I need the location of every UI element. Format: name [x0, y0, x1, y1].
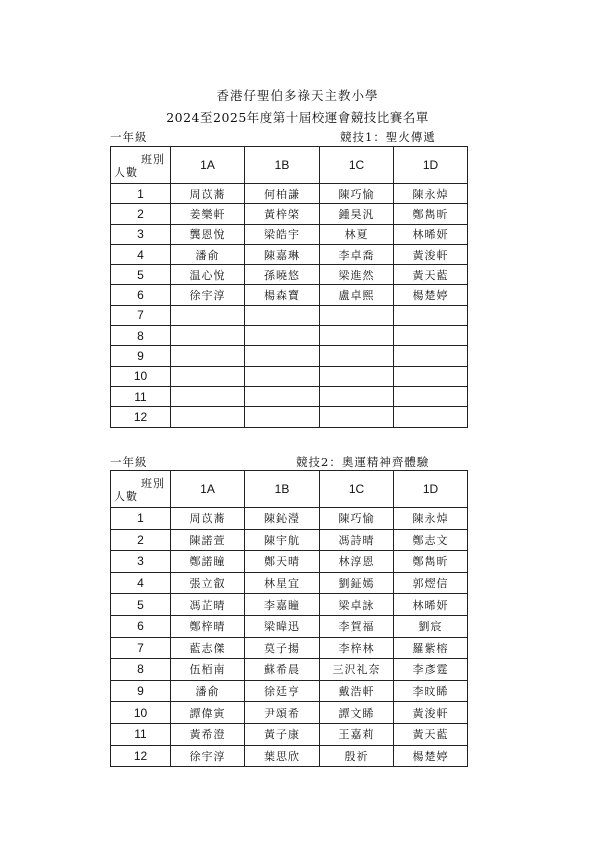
section-2-event: 競技2：奧運精神齊體驗	[296, 455, 430, 469]
student-name-cell: 鄭梓晴	[171, 615, 245, 637]
section-1-event: 競技1：聖火傳遞	[340, 130, 436, 144]
student-name-cell: 盧卓熙	[320, 285, 394, 305]
table-row	[111, 529, 468, 551]
student-name-cell	[320, 386, 394, 406]
row-number: 8	[111, 326, 171, 346]
student-name-cell	[320, 366, 394, 386]
table-row	[111, 244, 468, 264]
table-row	[111, 305, 468, 325]
student-name-cell: 陳巧愉	[320, 508, 394, 530]
student-name-cell: 李旼睎	[394, 680, 468, 702]
student-name-cell	[394, 346, 468, 366]
student-name-cell	[320, 305, 394, 325]
student-name-cell: 徐宇淳	[171, 745, 245, 767]
class-label: 班別	[141, 477, 165, 490]
table-row	[111, 265, 468, 285]
student-name-cell	[171, 366, 245, 386]
student-name-cell: 羅紫榕	[394, 637, 468, 659]
student-name-cell: 王嘉莉	[320, 723, 394, 745]
student-name-cell: 陳巧愉	[320, 184, 394, 204]
student-name-cell	[171, 326, 245, 346]
student-name-cell: 何柏謙	[245, 184, 320, 204]
student-name-cell: 殷祈	[320, 745, 394, 767]
row-number: 10	[111, 702, 171, 724]
table-row	[111, 346, 468, 366]
row-number: 4	[111, 244, 171, 264]
row-number: 8	[111, 659, 171, 681]
student-name-cell: 黃天藍	[394, 265, 468, 285]
column-header: 1A	[171, 147, 245, 184]
student-name-cell: 馮芷晴	[171, 594, 245, 616]
row-number: 3	[111, 551, 171, 573]
student-name-cell: 林星宜	[245, 572, 320, 594]
student-name-cell	[245, 386, 320, 406]
table-row	[111, 285, 468, 305]
student-name-cell	[245, 346, 320, 366]
student-name-cell: 孫曉悠	[245, 265, 320, 285]
student-name-cell: 黃希澄	[171, 723, 245, 745]
student-name-cell: 李彥霆	[394, 659, 468, 681]
row-number: 5	[111, 265, 171, 285]
row-number: 6	[111, 615, 171, 637]
table-row	[111, 366, 468, 386]
student-name-cell: 林淳恩	[320, 551, 394, 573]
table-row	[111, 702, 468, 724]
row-number: 10	[111, 366, 171, 386]
table-row	[111, 326, 468, 346]
student-name-cell	[394, 386, 468, 406]
roster-table-1	[110, 146, 468, 428]
row-number: 9	[111, 680, 171, 702]
student-name-cell: 龔恩悅	[171, 224, 245, 244]
roster-table-2	[110, 470, 468, 767]
student-name-cell: 張立叡	[171, 572, 245, 594]
student-name-cell: 黃天藍	[394, 723, 468, 745]
row-number: 3	[111, 224, 171, 244]
student-name-cell: 林夏	[320, 224, 394, 244]
section-1-grade: 一年級	[110, 130, 148, 144]
student-name-cell: 葉思欣	[245, 745, 320, 767]
count-label: 人數	[114, 166, 138, 179]
student-name-cell: 陳宇航	[245, 529, 320, 551]
student-name-cell: 黃浚軒	[394, 702, 468, 724]
table-header-row	[111, 147, 468, 184]
student-name-cell: 尹頌希	[245, 702, 320, 724]
student-name-cell: 藍志傑	[171, 637, 245, 659]
column-header: 1D	[394, 471, 468, 508]
row-number: 12	[111, 407, 171, 427]
student-name-cell: 温心悅	[171, 265, 245, 285]
student-name-cell: 譚偉寅	[171, 702, 245, 724]
student-name-cell: 梁卓詠	[320, 594, 394, 616]
column-header: 1D	[394, 147, 468, 184]
row-number: 5	[111, 594, 171, 616]
student-name-cell	[320, 326, 394, 346]
row-number: 4	[111, 572, 171, 594]
table-row	[111, 659, 468, 681]
school-name: 香港仔聖伯多祿天主教小學	[216, 88, 379, 103]
student-name-cell	[245, 305, 320, 325]
student-name-cell	[171, 407, 245, 427]
table-row	[111, 594, 468, 616]
class-label: 班別	[141, 153, 165, 166]
student-name-cell: 黃子康	[245, 723, 320, 745]
table-row	[111, 637, 468, 659]
student-name-cell: 劉宸	[394, 615, 468, 637]
student-name-cell: 陳諾萱	[171, 529, 245, 551]
student-name-cell	[394, 407, 468, 427]
student-name-cell: 馮詩晴	[320, 529, 394, 551]
student-name-cell: 姜樂軒	[171, 204, 245, 224]
corner-cell	[111, 471, 171, 508]
corner-cell	[111, 147, 171, 184]
column-header: 1B	[245, 471, 320, 508]
student-name-cell	[320, 407, 394, 427]
column-header: 1C	[320, 471, 394, 508]
student-name-cell: 三沢礼奈	[320, 659, 394, 681]
student-name-cell: 伍栢南	[171, 659, 245, 681]
student-name-cell	[171, 346, 245, 366]
student-name-cell: 周苡蕎	[171, 508, 245, 530]
section-2-grade: 一年級	[110, 455, 148, 469]
table-row	[111, 224, 468, 244]
student-name-cell: 楊森寶	[245, 285, 320, 305]
student-name-cell: 徐宇淳	[171, 285, 245, 305]
student-name-cell: 戴浩軒	[320, 680, 394, 702]
student-name-cell: 鄭志文	[394, 529, 468, 551]
student-name-cell: 李梓林	[320, 637, 394, 659]
student-name-cell: 陳鈊瀅	[245, 508, 320, 530]
column-header: 1A	[171, 471, 245, 508]
student-name-cell	[394, 305, 468, 325]
student-name-cell: 鄭諾瞳	[171, 551, 245, 573]
table-header-row	[111, 471, 468, 508]
student-name-cell: 鄭天晴	[245, 551, 320, 573]
student-name-cell: 陳永焯	[394, 184, 468, 204]
document-title: 2024至2025年度第十屆校運會競技比賽名單	[166, 110, 429, 125]
student-name-cell: 徐廷亨	[245, 680, 320, 702]
count-label: 人數	[114, 490, 138, 503]
table-row	[111, 572, 468, 594]
column-header: 1B	[245, 147, 320, 184]
student-name-cell: 黃梓棨	[245, 204, 320, 224]
student-name-cell: 李嘉瞳	[245, 594, 320, 616]
table-row	[111, 184, 468, 204]
student-name-cell: 黃浚軒	[394, 244, 468, 264]
student-name-cell: 潘俞	[171, 680, 245, 702]
student-name-cell: 梁皓宇	[245, 224, 320, 244]
row-number: 12	[111, 745, 171, 767]
student-name-cell: 鍾昊汎	[320, 204, 394, 224]
table-row	[111, 407, 468, 427]
table-row	[111, 615, 468, 637]
student-name-cell: 譚文睎	[320, 702, 394, 724]
row-number: 6	[111, 285, 171, 305]
student-name-cell	[320, 346, 394, 366]
student-name-cell: 梁暐迅	[245, 615, 320, 637]
student-name-cell	[245, 366, 320, 386]
student-name-cell: 楊楚婷	[394, 285, 468, 305]
table-row	[111, 745, 468, 767]
student-name-cell: 梁進然	[320, 265, 394, 285]
row-number: 2	[111, 204, 171, 224]
student-name-cell: 陳永焯	[394, 508, 468, 530]
student-name-cell	[245, 407, 320, 427]
student-name-cell	[394, 326, 468, 346]
table-row	[111, 204, 468, 224]
row-number: 7	[111, 637, 171, 659]
student-name-cell: 蘇希晨	[245, 659, 320, 681]
student-name-cell: 郭熤信	[394, 572, 468, 594]
student-name-cell: 鄭雋昕	[394, 551, 468, 573]
row-number: 1	[111, 184, 171, 204]
student-name-cell	[171, 305, 245, 325]
row-number: 9	[111, 346, 171, 366]
student-name-cell	[171, 386, 245, 406]
student-name-cell: 潘俞	[171, 244, 245, 264]
table-row	[111, 680, 468, 702]
student-name-cell: 劉鉦嫣	[320, 572, 394, 594]
student-name-cell: 李卓喬	[320, 244, 394, 264]
student-name-cell: 鄭雋昕	[394, 204, 468, 224]
column-header: 1C	[320, 147, 394, 184]
student-name-cell	[245, 326, 320, 346]
row-number: 2	[111, 529, 171, 551]
table-row	[111, 723, 468, 745]
student-name-cell: 李賀福	[320, 615, 394, 637]
table-row	[111, 386, 468, 406]
student-name-cell: 周苡蕎	[171, 184, 245, 204]
student-name-cell: 林晞妍	[394, 224, 468, 244]
student-name-cell: 楊楚婷	[394, 745, 468, 767]
table-row	[111, 551, 468, 573]
student-name-cell: 林晞妍	[394, 594, 468, 616]
student-name-cell	[394, 366, 468, 386]
table-row	[111, 508, 468, 530]
student-name-cell: 陳嘉琳	[245, 244, 320, 264]
row-number: 1	[111, 508, 171, 530]
row-number: 11	[111, 386, 171, 406]
student-name-cell: 莫子揚	[245, 637, 320, 659]
row-number: 11	[111, 723, 171, 745]
row-number: 7	[111, 305, 171, 325]
